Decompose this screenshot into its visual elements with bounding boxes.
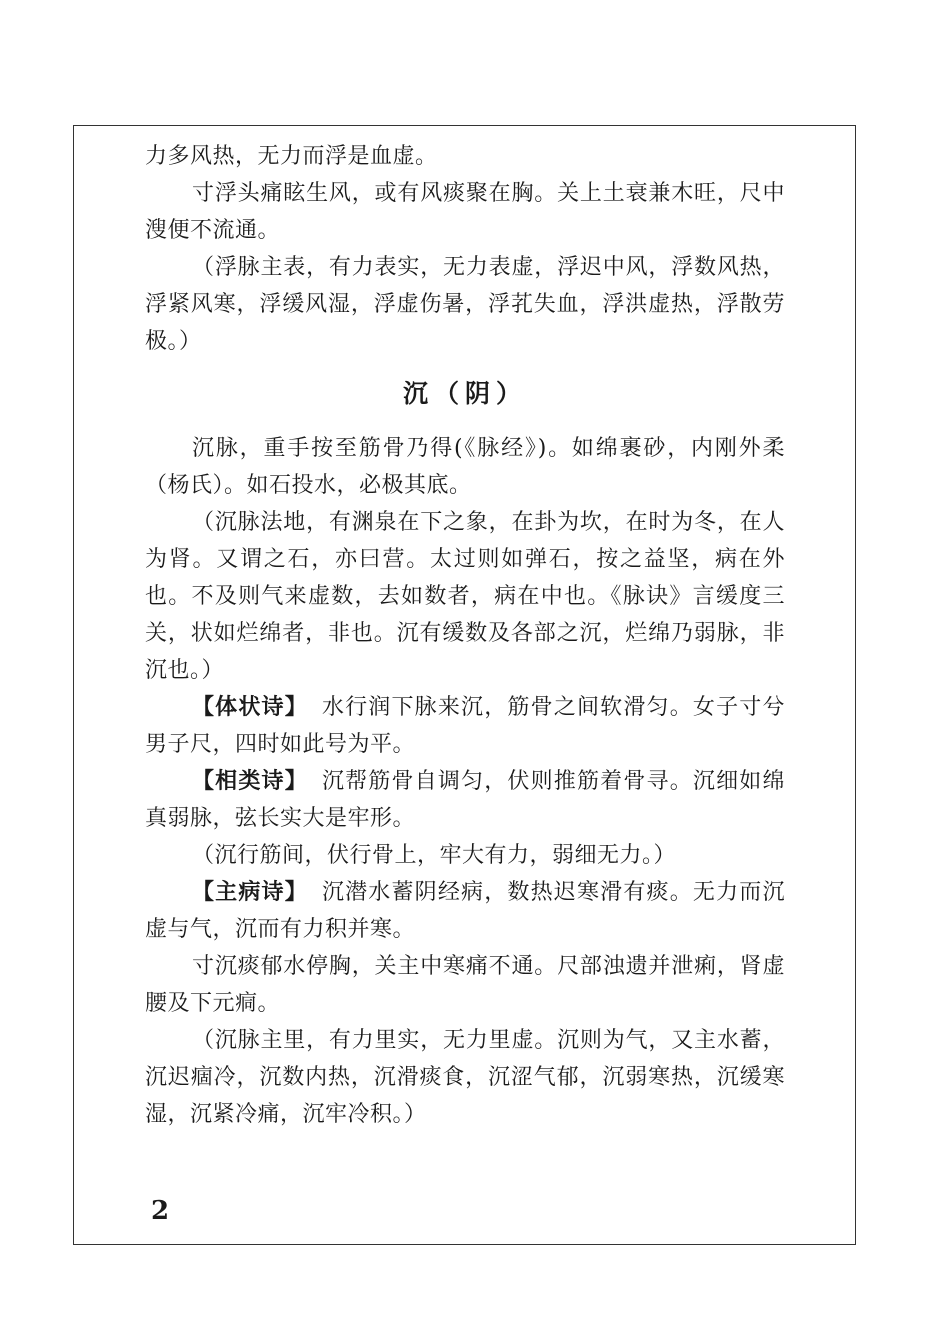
paragraph-fu-note: （浮脉主表，有力表实，无力表虚，浮迟中风，浮数风热，浮紧风寒，浮缓风湿，浮虚伤暑，浮芤失血，浮洪虚热，浮散劳极。）: [145, 255, 785, 354]
paragraph-chen-note: （沉脉法地，有渊泉在下之象，在卦为坎，在时为冬，在人为肾。又谓之石，亦曰营。太过则如弹石，按之益坚，病在外也。不及则气来虚数，去如数者，病在中也。《脉诀》言缓度三关，状如烂绵者，非也。沉有缓数及各部之沉，烂绵乃弱脉，非沉也。）: [145, 510, 785, 683]
paragraph-continuation: 力多风热，无力而浮是血虚。: [145, 144, 438, 169]
poem-body-shape: [145, 689, 785, 763]
poem-text: 水行润下脉来沉，筋骨之间软滑匀。女子寸兮男子尺，四时如此号为平。: [145, 695, 785, 757]
page-body: [145, 138, 785, 1133]
paragraph-chen-position: 寸沉痰郁水停胸，关主中寒痛不通。尺部浊遗并泄痢，肾虚腰及下元痌。: [145, 954, 785, 1016]
poem-disease: [145, 874, 785, 948]
paragraph-chen-definition: 沉脉，重手按至筋骨乃得(《脉经》)。如绵裹砂，内刚外柔（杨氏）。如石投水，必极其底。: [145, 436, 785, 498]
poem-text: 沉潜水蓄阴经病，数热迟寒滑有痰。无力而沉虚与气，沉而有力积并寒。: [145, 880, 785, 942]
page-number: 2: [151, 1196, 170, 1226]
section-heading: 沉（阴）: [402, 379, 527, 408]
poem-similar: [145, 763, 785, 837]
poem-label: 【体状诗】: [192, 695, 308, 720]
poem-label: 【相类诗】: [192, 769, 308, 794]
poem-text: 沉帮筋骨自调匀，伏则推筋着骨寻。沉细如绵真弱脉，弦长实大是牢形。: [145, 769, 785, 831]
paragraph-chen-summary: （沉脉主里，有力里实，无力里虚。沉则为气，又主水蓄，沉迟痼冷，沉数内热，沉滑痰食，沉涩气郁，沉弱寒热，沉缓寒湿，沉紧冷痛，沉牢冷积。）: [145, 1028, 785, 1127]
paragraph-similar-note: （沉行筋间，伏行骨上，牢大有力，弱细无力。）: [192, 843, 677, 868]
poem-label: 【主病诗】: [192, 880, 308, 905]
paragraph-fu-position: 寸浮头痛眩生风，或有风痰聚在胸。关上土衰兼木旺，尺中溲便不流通。: [145, 181, 785, 243]
